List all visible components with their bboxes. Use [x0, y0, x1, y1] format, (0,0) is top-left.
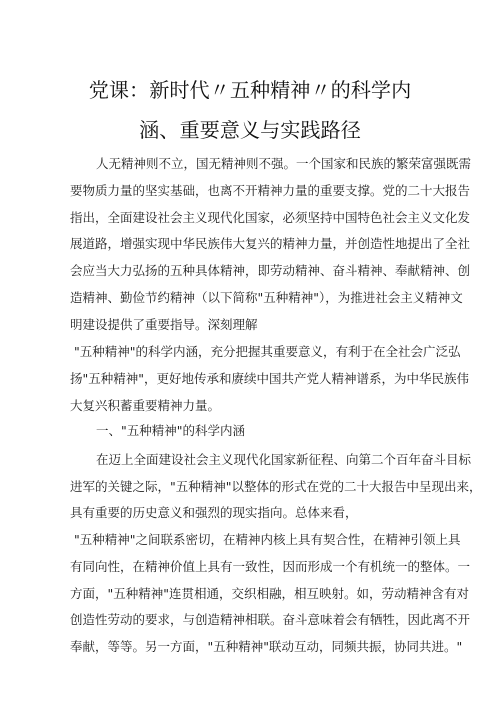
section-heading: 一、"五种精神"的科学内涵: [96, 423, 245, 438]
paragraph-line: "五种精神"的科学内涵，充分把握其重要意义，有利于在全社会广泛弘: [74, 344, 461, 359]
paragraph-line: 指出，全面建设社会主义现代化国家，必须坚持中国特色社会主义文化发: [70, 210, 471, 225]
paragraph-line: 要物质力量的坚实基础，也离不开精神力量的重要支撑。党的二十大报告: [70, 183, 471, 198]
paragraph-line: 方面，"五种精神"连贯相通，交织相融，相互映射。如，劳动精神含有对: [70, 586, 470, 601]
paragraph-line: 奉献，等等。另一方面，"五种精神"联动互动，同频共振，协同共进。": [70, 639, 463, 654]
paragraph-line: 明建设提供了重要指导。深刻理解: [70, 317, 258, 332]
paragraph-line: 展道路，增强实现中华民族伟大复兴的精神力量，并创造性地提出了全社: [70, 236, 471, 251]
document-title-line-1: 党课：新时代〃五种精神〃的科学内: [88, 78, 412, 102]
document-title-line-2: 涵、重要意义与实践路径: [139, 118, 361, 142]
paragraph-line: 进军的关键之际，"五种精神"以整体的形式在党的二十大报告中呈现出来，: [70, 479, 482, 494]
paragraph-line: 人无精神则不立，国无精神则不强。一个国家和民族的繁荣富强既需: [96, 156, 472, 171]
paragraph-line: "五种精神"之间联系密切，在精神内核上具有契合性，在精神引领上具: [74, 532, 461, 547]
paragraph-line: 具有重要的历史意义和强烈的现实指向。总体来看，: [70, 505, 358, 520]
paragraph-line: 大复兴积蓄重要精神力量。: [70, 398, 221, 413]
paragraph-line: 会应当大力弘扬的五种具体精神，即劳动精神、奋斗精神、奉献精神、创: [70, 263, 471, 278]
paragraph-line: 扬"五种精神"，更好地传承和赓续中国共产党人精神谱系，为中华民族伟: [70, 371, 470, 386]
paragraph-line: 创造性劳动的要求，与创造精神相联。奋斗意味着会有牺牲，因此离不开: [70, 612, 471, 627]
paragraph-line: 造精神、勤俭节约精神（以下简称"五种精神"），为推进社会主义精神文: [70, 290, 463, 305]
paragraph-line: 有同向性，在精神价值上具有一致性，因而形成一个有机统一的整体。一: [70, 559, 471, 574]
paragraph-line: 在迈上全面建设社会主义现代化国家新征程、向第二个百年奋斗目标: [96, 452, 472, 467]
